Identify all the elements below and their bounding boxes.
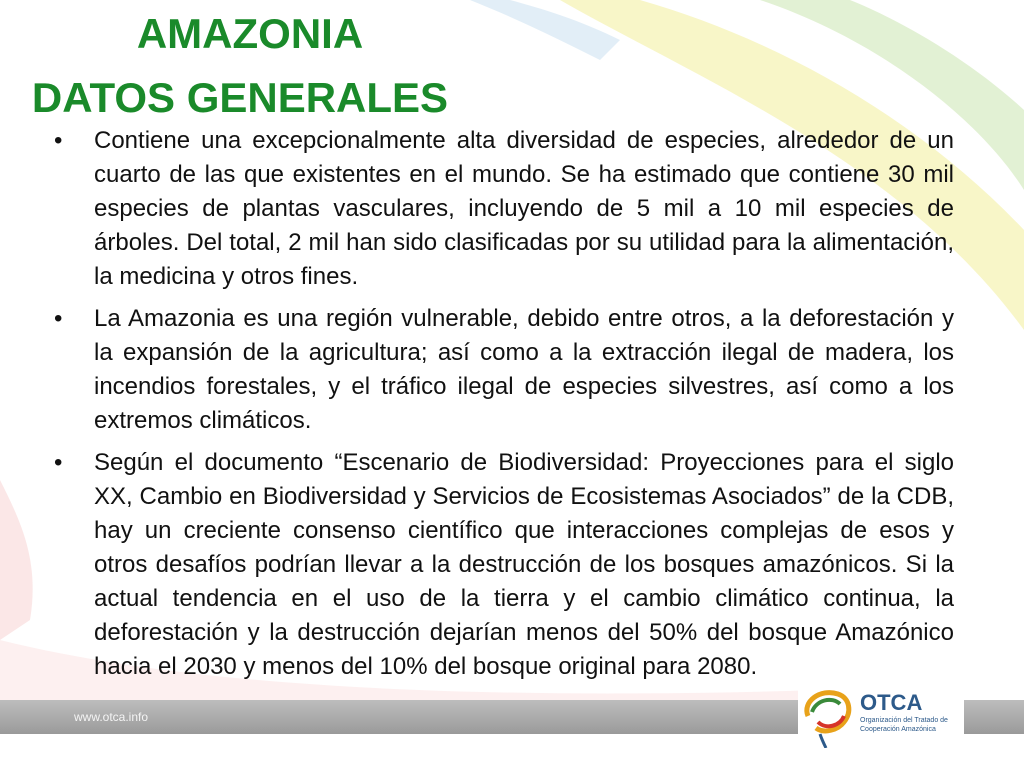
logo-name: OTCA: [860, 690, 923, 715]
swoosh-red-left: [0, 480, 33, 640]
bullet-list: [54, 124, 954, 692]
logo-subtitle: Organización del Tratado de Cooperación Amazónica: [860, 717, 948, 733]
slide-title-line-2: DATOS GENERALES: [31, 74, 449, 121]
bullet-item: [54, 124, 954, 294]
bullet-item: [54, 302, 954, 438]
footer-url: www.otca.info: [74, 710, 149, 724]
bullet-text: Contiene una excepcionalmente alta diversidad de especies, alrededor de un cuarto de las que existentes en el mundo. Se ha estimado que contiene 30 mil especies de plantas vasculares, incluyendo de 5 mil a 10 mil especies de árboles. Del total, 2 mil han sido clasificadas por su utilidad para la alimentación, la medicina y otros fines.: [94, 127, 954, 290]
bullet-text: Según el documento “Escenario de Biodiversidad: Proyecciones para el siglo XX, Cambio en Biodiversidad y Servicios de Ecosistemas Asociados” de la CDB, hay un creciente consenso científico que interacciones complejas de esos y otros desafíos podrían llevar a la destrucción de los bosques amazónicos. Si la actual tendencia en el uso de la tierra y el cambio climático continua, la deforestación y la destrucción dejarían menos del 50% del bosque Amazónico hacia el 2030 y menos del 10% del bosque original para 2080.: [94, 449, 954, 680]
slide-title-line-1: AMAZONIA: [136, 10, 364, 57]
bullet-dot-icon: •: [54, 449, 63, 476]
otca-logo-icon: [798, 682, 858, 748]
bullet-dot-icon: •: [54, 305, 63, 332]
bullet-dot-icon: •: [54, 127, 63, 154]
bullet-text: La Amazonia es una región vulnerable, debido entre otros, a la deforestación y la expansión de la agricultura; así como a la extracción ilegal de madera, los incendios forestales, y el tráfico ilegal de especies silvestres, así como a los extremos climáticos.: [94, 305, 954, 434]
bullet-item: [54, 446, 954, 684]
